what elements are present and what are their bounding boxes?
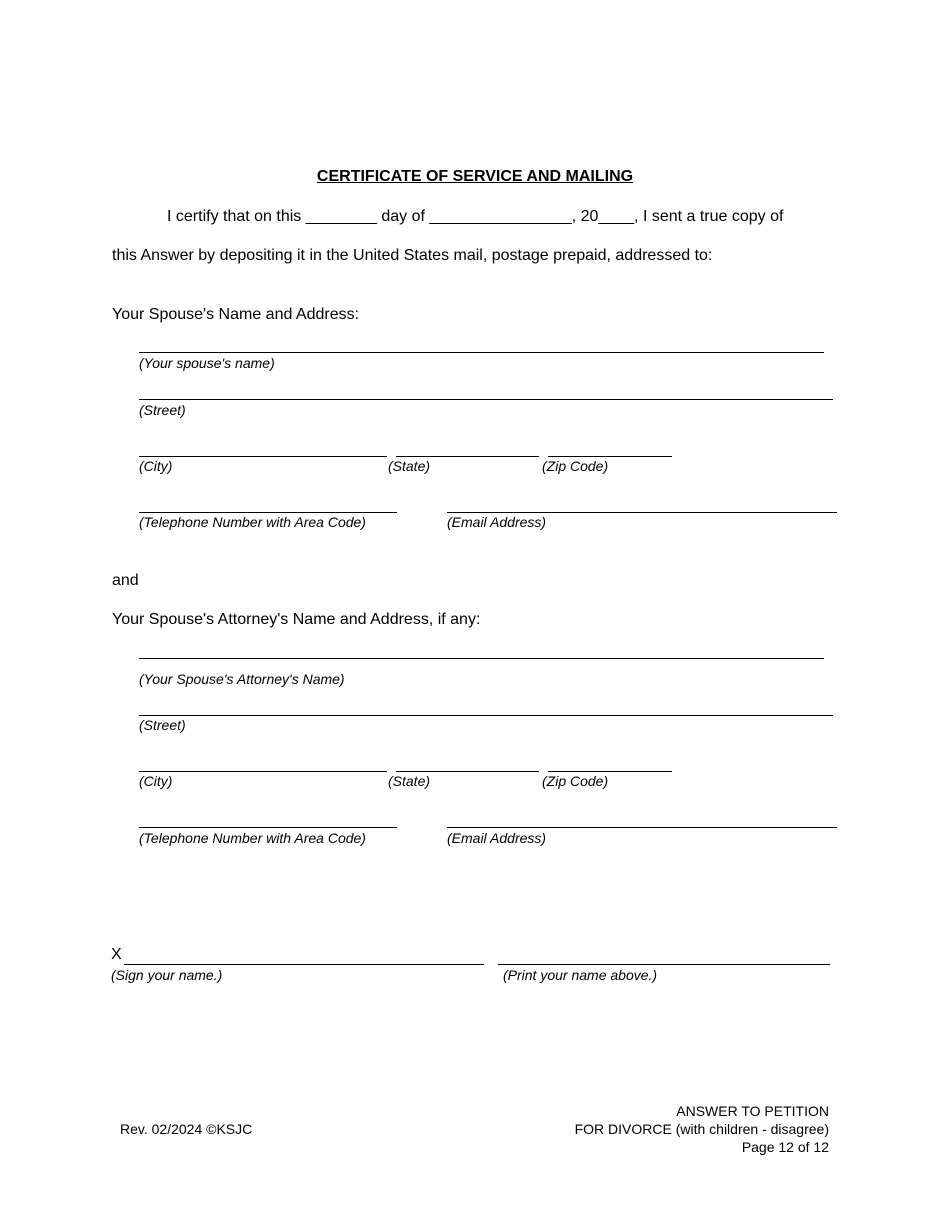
spouse-street-label: (Street) (139, 402, 186, 418)
attorney-phone-label: (Telephone Number with Area Code) (139, 830, 366, 846)
attorney-name-label: (Your Spouse's Attorney's Name) (139, 671, 345, 687)
attorney-zip-label: (Zip Code) (542, 773, 609, 789)
attorney-email-label: (Email Address) (447, 830, 547, 846)
page-title: CERTIFICATE OF SERVICE AND MAILING (316, 168, 634, 185)
spouse-phone-line[interactable] (139, 512, 397, 513)
spouse-phone-label: (Telephone Number with Area Code) (139, 514, 366, 530)
attorney-street-line[interactable] (139, 715, 833, 716)
spouse-name-label: (Your spouse's name) (139, 355, 275, 371)
attorney-zip-line[interactable] (548, 771, 672, 772)
spouse-state-label: (State) (388, 458, 431, 474)
spouse-city-line[interactable] (139, 456, 387, 457)
attorney-name-line[interactable] (139, 658, 824, 659)
page-number: Page 12 of 12 (741, 1139, 829, 1155)
attorney-city-line[interactable] (139, 771, 387, 772)
print-name-line[interactable] (498, 964, 830, 965)
print-label: (Print your name above.) (503, 967, 658, 983)
sign-label: (Sign your name.) (111, 967, 223, 983)
signature-x-mark: X (111, 946, 122, 963)
attorney-heading: Your Spouse's Attorney's Name and Address, if any: (112, 611, 481, 628)
attorney-state-label: (State) (388, 773, 431, 789)
attorney-phone-line[interactable] (139, 827, 397, 828)
attorney-street-label: (Street) (139, 717, 186, 733)
spouse-heading: Your Spouse's Name and Address: (112, 306, 360, 323)
spouse-zip-line[interactable] (548, 456, 672, 457)
certify-line-1: I certify that on this ________ day of ________________, 20____, I sent a true copy of (167, 208, 784, 225)
doc-title-line-2: FOR DIVORCE (with children - disagree) (574, 1121, 829, 1137)
certify-line-2: this Answer by depositing it in the United States mail, postage prepaid, addressed to: (112, 247, 713, 264)
spouse-name-line[interactable] (139, 352, 824, 353)
spouse-city-label: (City) (139, 458, 173, 474)
spouse-zip-label: (Zip Code) (542, 458, 609, 474)
attorney-email-line[interactable] (447, 827, 837, 828)
doc-title-line-1: ANSWER TO PETITION (676, 1103, 829, 1119)
signature-line[interactable] (124, 964, 484, 965)
revision-text: Rev. 02/2024 ©KSJC (120, 1121, 253, 1137)
attorney-state-line[interactable] (396, 771, 539, 772)
spouse-street-line[interactable] (139, 399, 833, 400)
spouse-email-label: (Email Address) (447, 514, 547, 530)
spouse-state-line[interactable] (396, 456, 539, 457)
spouse-email-line[interactable] (447, 512, 837, 513)
attorney-city-label: (City) (139, 773, 173, 789)
and-text: and (112, 572, 139, 589)
